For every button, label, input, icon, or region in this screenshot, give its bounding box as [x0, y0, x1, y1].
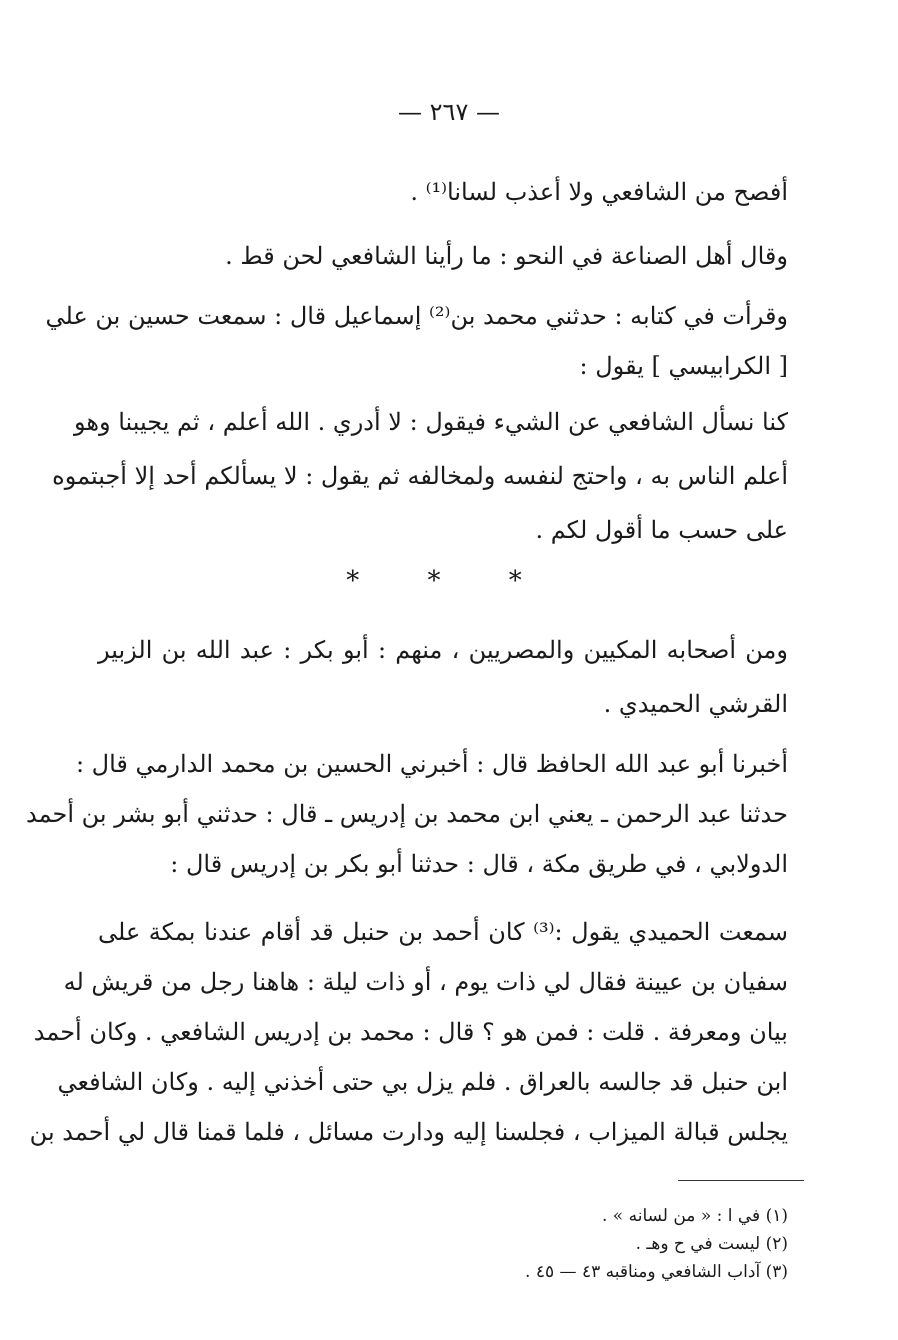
text-line: سمعت الحميدي يقول :⁽³⁾ كان أحمد بن حنبل قد أقام عندنا بمكة على — [98, 918, 788, 946]
text-line: [ الكرابيسي ] يقول : — [579, 352, 788, 380]
text-line: الدولابي ، في طريق مكة ، قال : حدثنا أبو بكر بن إدريس قال : — [170, 850, 788, 878]
text-line: يجلس قبالة الميزاب ، فجلسنا إليه ودارت مسائل ، فلما قمنا قال لي أحمد بن — [29, 1118, 788, 1146]
text-line: بيان ومعرفة . قلت : فمن هو ؟ قال : محمد بن إدريس الشافعي . وكان أحمد — [33, 1018, 788, 1046]
text-line: وقال أهل الصناعة في النحو : ما رأينا الشافعي لحن قط . — [225, 242, 788, 270]
text-line: ومن أصحابه المكيين والمصريين ، منهم : أبو بكر : عبد الله بن الزبير — [98, 636, 788, 664]
text-line: حدثنا عبد الرحمن ـ يعني ابن محمد بن إدريس ـ قال : حدثني أبو بشر بن أحمد — [26, 800, 788, 828]
text-line: سفيان بن عيينة فقال لي ذات يوم ، أو ذات ليلة : هاهنا رجل من قريش له — [63, 968, 788, 996]
text-line: أفصح من الشافعي ولا أعذب لسانا⁽¹⁾ . — [410, 178, 788, 206]
text-line: أخبرنا أبو عبد الله الحافظ قال : أخبرني الحسين بن محمد الدارمي قال : — [75, 750, 788, 778]
section-separator: * * * — [346, 566, 552, 596]
footnote: (١) في ا : « من لسانه » . — [601, 1206, 788, 1226]
text-line: وقرأت في كتابه : حدثني محمد بن⁽²⁾ إسماعيل قال : سمعت حسين بن علي — [45, 302, 788, 330]
text-line: ابن حنبل قد جالسه بالعراق . فلم يزل بي حتى أخذني إليه . وكان الشافعي — [57, 1068, 788, 1096]
footnote: (٢) ليست في ح وهـ . — [635, 1234, 788, 1254]
page-number: — ٢٦٧ — — [398, 98, 500, 126]
footnote-divider — [678, 1180, 804, 1181]
text-line: أعلم الناس به ، واحتج لنفسه ولمخالفه ثم يقول : لا يسألكم أحد إلا أجبتموه — [52, 462, 788, 490]
footnote: (٣) آداب الشافعي ومناقبه ٤٣ — ٤٥ . — [525, 1262, 788, 1282]
text-line: على حسب ما أقول لكم . — [535, 516, 788, 544]
text-line: القرشي الحميدي . — [603, 690, 788, 718]
text-line: كنا نسأل الشافعي عن الشيء فيقول : لا أدري . الله أعلم ، ثم يجيبنا وهو — [73, 408, 788, 436]
